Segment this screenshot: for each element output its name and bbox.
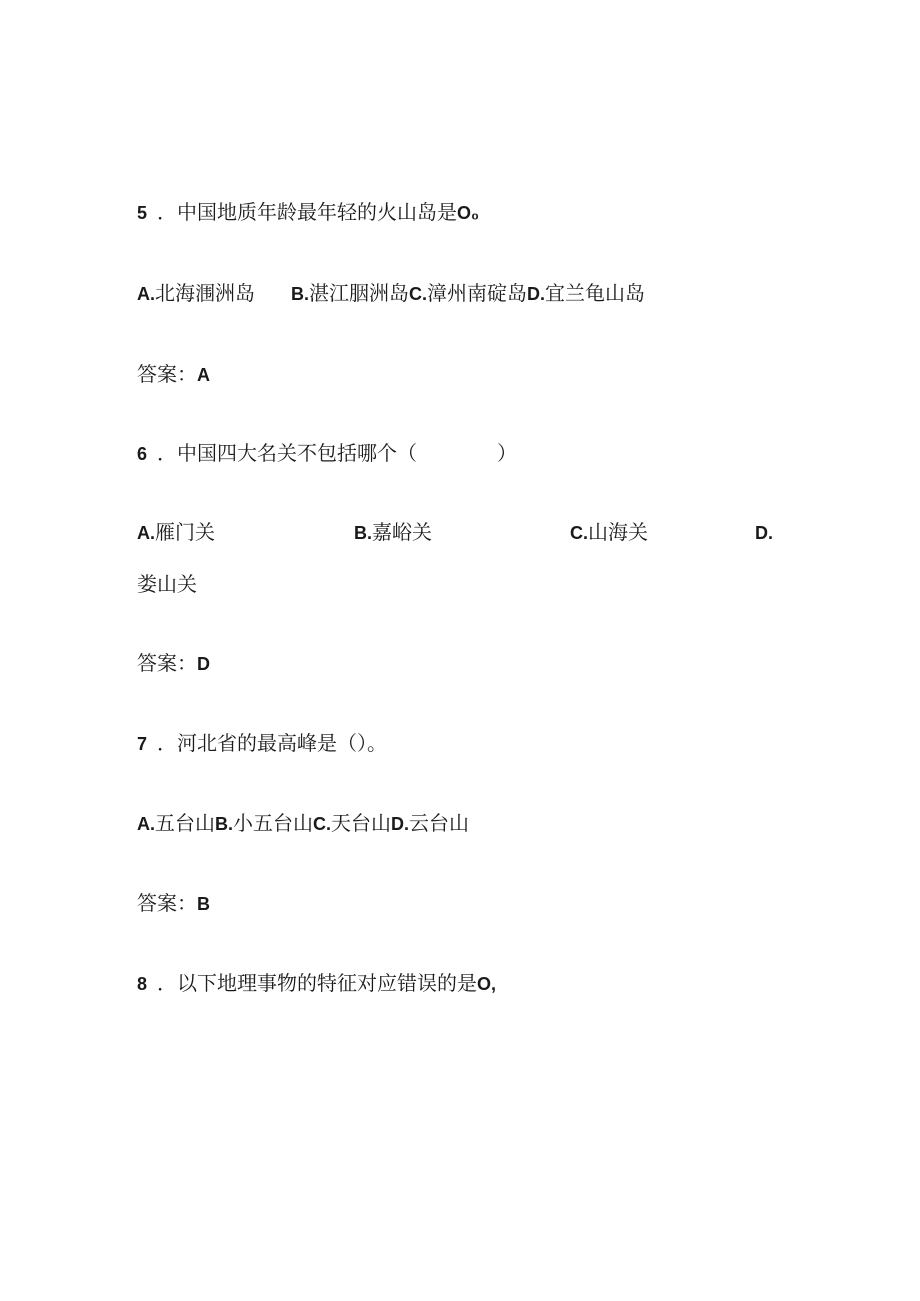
question-7-stem (137, 731, 387, 756)
question-6-answer (137, 651, 210, 676)
option-d: D.宜兰龟山岛 (527, 281, 645, 305)
question-number: 8 (137, 974, 148, 994)
question-5-stem (137, 200, 479, 225)
question-5-answer (137, 362, 210, 387)
option-c: C.山海关 (570, 520, 648, 544)
question-6-stem (137, 441, 517, 466)
question-text: ．中国四大名关不包括哪个（ ） (157, 441, 517, 465)
option-d: D.云台山 (391, 811, 469, 835)
option-b: B.湛江胭洲岛 (291, 281, 409, 305)
question-7-answer (137, 891, 210, 916)
question-text: ．河北省的最高峰是（）。 (157, 731, 387, 755)
question-text: ．以下地理事物的特征对应错误的是 (157, 971, 477, 995)
option-c: C.漳州南碇岛 (409, 281, 527, 305)
answer-label: 答案： (137, 891, 197, 915)
option-b: B.小五台山 (215, 811, 313, 835)
question-text: ．中国地质年龄最年轻的火山岛是 (157, 200, 457, 224)
option-a: A.五台山 (137, 811, 215, 835)
option-b: B.嘉峪关 (354, 520, 432, 544)
answer-value: D (197, 654, 210, 674)
answer-label: 答案： (137, 651, 197, 675)
question-8-stem (137, 971, 496, 996)
question-number: 6 (137, 444, 148, 464)
option-d: D. (755, 523, 773, 543)
option-a: A.雁门关 (137, 520, 215, 544)
question-5-options (137, 281, 645, 306)
question-number: 5 (137, 203, 148, 223)
option-c: C.天台山 (313, 811, 391, 835)
answer-value: A (197, 365, 210, 385)
answer-label: 答案： (137, 362, 197, 386)
answer-value: B (197, 894, 210, 914)
option-a: A.北海涠洲岛 (137, 281, 255, 305)
question-number: 7 (137, 734, 148, 754)
option-d-text: 娄山关 (137, 572, 197, 596)
question-suffix: O, (477, 974, 497, 994)
question-suffix: O₀ (457, 203, 480, 223)
question-7-options (137, 811, 469, 836)
